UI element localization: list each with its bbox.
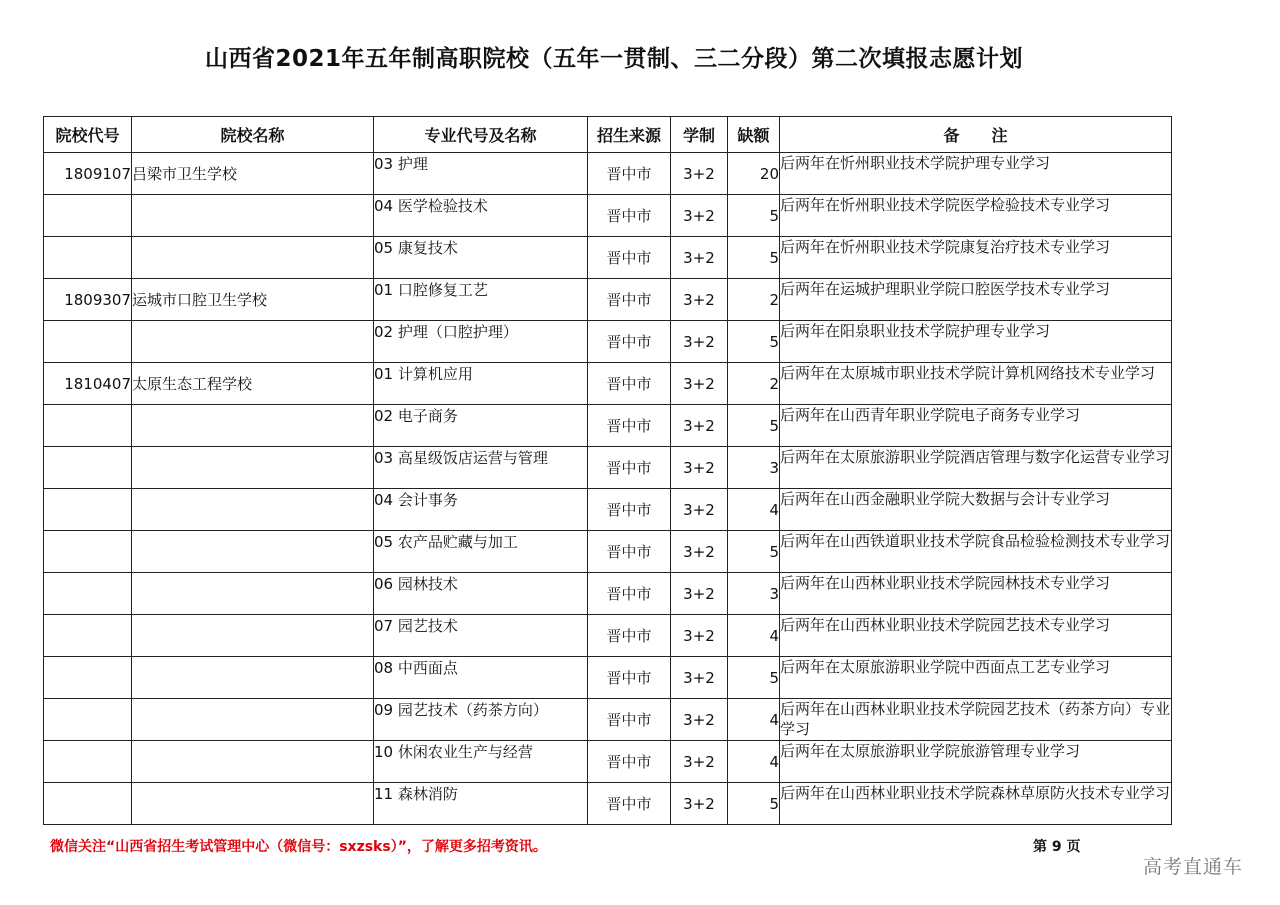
cell-source: 晋中市 <box>588 699 671 741</box>
cell-note: 后两年在山西青年职业学院电子商务专业学习 <box>780 405 1172 447</box>
cell-note: 后两年在阳泉职业技术学院护理专业学习 <box>780 321 1172 363</box>
cell-note: 后两年在山西金融职业学院大数据与会计专业学习 <box>780 489 1172 531</box>
cell-school-name: 太原生态工程学校 <box>132 363 374 405</box>
cell-school-code: 1809107 <box>44 153 132 195</box>
cell-school-code: 1809307 <box>44 279 132 321</box>
header-note: 备 注 <box>780 117 1172 153</box>
cell-quota: 5 <box>728 237 780 279</box>
wechat-notice: 微信关注“山西省招生考试管理中心（微信号：sxzsks）”，了解更多招考资讯。 <box>50 839 547 855</box>
cell-major: 05 康复技术 <box>374 237 588 279</box>
cell-major: 01 口腔修复工艺 <box>374 279 588 321</box>
cell-note: 后两年在运城护理职业学院口腔医学技术专业学习 <box>780 279 1172 321</box>
cell-school-code <box>44 615 132 657</box>
cell-years: 3+2 <box>671 615 728 657</box>
table-row <box>44 489 1172 531</box>
cell-major: 04 会计事务 <box>374 489 588 531</box>
cell-years: 3+2 <box>671 195 728 237</box>
admission-plan-table <box>43 116 1172 825</box>
cell-years: 3+2 <box>671 573 728 615</box>
cell-major: 04 医学检验技术 <box>374 195 588 237</box>
table-row <box>44 699 1172 741</box>
cell-note: 后两年在山西林业职业技术学院森林草原防火技术专业学习 <box>780 783 1172 825</box>
cell-years: 3+2 <box>671 237 728 279</box>
cell-school-code <box>44 741 132 783</box>
cell-note: 后两年在山西林业职业技术学院园艺技术（药茶方向）专业学习 <box>780 699 1172 741</box>
table-row <box>44 573 1172 615</box>
cell-major: 02 电子商务 <box>374 405 588 447</box>
cell-years: 3+2 <box>671 447 728 489</box>
cell-years: 3+2 <box>671 279 728 321</box>
cell-source: 晋中市 <box>588 321 671 363</box>
header-source: 招生来源 <box>588 117 671 153</box>
cell-source: 晋中市 <box>588 405 671 447</box>
cell-major: 03 护理 <box>374 153 588 195</box>
cell-note: 后两年在太原旅游职业学院酒店管理与数字化运营专业学习 <box>780 447 1172 489</box>
cell-school-name <box>132 237 374 279</box>
header-years: 学制 <box>671 117 728 153</box>
cell-note: 后两年在山西林业职业技术学院园艺技术专业学习 <box>780 615 1172 657</box>
cell-major: 06 园林技术 <box>374 573 588 615</box>
cell-school-code <box>44 405 132 447</box>
table-row <box>44 447 1172 489</box>
cell-note: 后两年在忻州职业技术学院康复治疗技术专业学习 <box>780 237 1172 279</box>
cell-quota: 5 <box>728 195 780 237</box>
cell-quota: 4 <box>728 699 780 741</box>
table-row <box>44 741 1172 783</box>
cell-source: 晋中市 <box>588 363 671 405</box>
cell-major: 08 中西面点 <box>374 657 588 699</box>
cell-quota: 4 <box>728 615 780 657</box>
cell-years: 3+2 <box>671 783 728 825</box>
cell-years: 3+2 <box>671 657 728 699</box>
cell-school-name <box>132 489 374 531</box>
table-row <box>44 279 1172 321</box>
cell-major: 03 高星级饭店运营与管理 <box>374 447 588 489</box>
cell-source: 晋中市 <box>588 447 671 489</box>
cell-school-name <box>132 195 374 237</box>
cell-years: 3+2 <box>671 531 728 573</box>
cell-source: 晋中市 <box>588 657 671 699</box>
cell-quota: 5 <box>728 405 780 447</box>
cell-quota: 4 <box>728 489 780 531</box>
page-title: 山西省2021年五年制高职院校（五年一贯制、三二分段）第二次填报志愿计划 <box>204 46 1023 72</box>
cell-major: 01 计算机应用 <box>374 363 588 405</box>
cell-note: 后两年在太原旅游职业学院中西面点工艺专业学习 <box>780 657 1172 699</box>
table-row <box>44 531 1172 573</box>
cell-school-name <box>132 405 374 447</box>
header-major: 专业代号及名称 <box>374 117 588 153</box>
cell-major: 10 休闲农业生产与经营 <box>374 741 588 783</box>
cell-years: 3+2 <box>671 321 728 363</box>
cell-years: 3+2 <box>671 741 728 783</box>
cell-years: 3+2 <box>671 405 728 447</box>
cell-quota: 2 <box>728 279 780 321</box>
cell-school-name <box>132 699 374 741</box>
table-row <box>44 783 1172 825</box>
cell-school-code <box>44 531 132 573</box>
cell-quota: 2 <box>728 363 780 405</box>
header-code: 院校代号 <box>44 117 132 153</box>
cell-quota: 3 <box>728 447 780 489</box>
table-header-row <box>44 117 1172 153</box>
cell-school-code <box>44 783 132 825</box>
cell-major: 11 森林消防 <box>374 783 588 825</box>
cell-quota: 3 <box>728 573 780 615</box>
cell-school-name <box>132 321 374 363</box>
cell-school-name <box>132 615 374 657</box>
cell-major: 02 护理（口腔护理） <box>374 321 588 363</box>
cell-source: 晋中市 <box>588 279 671 321</box>
cell-quota: 5 <box>728 657 780 699</box>
cell-quota: 4 <box>728 741 780 783</box>
cell-quota: 5 <box>728 531 780 573</box>
cell-school-name <box>132 783 374 825</box>
cell-years: 3+2 <box>671 699 728 741</box>
cell-major: 07 园艺技术 <box>374 615 588 657</box>
cell-school-name <box>132 657 374 699</box>
table-row <box>44 153 1172 195</box>
cell-school-name <box>132 741 374 783</box>
header-school: 院校名称 <box>132 117 374 153</box>
cell-quota: 5 <box>728 321 780 363</box>
cell-school-code <box>44 573 132 615</box>
cell-source: 晋中市 <box>588 153 671 195</box>
cell-school-code <box>44 489 132 531</box>
cell-major: 09 园艺技术（药茶方向） <box>374 699 588 741</box>
cell-years: 3+2 <box>671 363 728 405</box>
table-row <box>44 195 1172 237</box>
cell-note: 后两年在忻州职业技术学院医学检验技术专业学习 <box>780 195 1172 237</box>
cell-source: 晋中市 <box>588 741 671 783</box>
cell-school-code <box>44 321 132 363</box>
table-row <box>44 615 1172 657</box>
table-row <box>44 657 1172 699</box>
cell-school-code <box>44 699 132 741</box>
watermark: 高考直通车 <box>1143 856 1244 878</box>
cell-note: 后两年在太原城市职业技术学院计算机网络技术专业学习 <box>780 363 1172 405</box>
cell-source: 晋中市 <box>588 531 671 573</box>
cell-school-code: 1810407 <box>44 363 132 405</box>
cell-school-name <box>132 447 374 489</box>
cell-school-code <box>44 657 132 699</box>
cell-years: 3+2 <box>671 489 728 531</box>
table-row <box>44 405 1172 447</box>
cell-quota: 20 <box>728 153 780 195</box>
cell-school-name: 吕梁市卫生学校 <box>132 153 374 195</box>
cell-quota: 5 <box>728 783 780 825</box>
cell-note: 后两年在山西铁道职业技术学院食品检验检测技术专业学习 <box>780 531 1172 573</box>
cell-source: 晋中市 <box>588 489 671 531</box>
cell-school-code <box>44 195 132 237</box>
cell-note: 后两年在山西林业职业技术学院园林技术专业学习 <box>780 573 1172 615</box>
page-number: 第 9 页 <box>1033 839 1081 855</box>
cell-years: 3+2 <box>671 153 728 195</box>
cell-source: 晋中市 <box>588 573 671 615</box>
table-row <box>44 363 1172 405</box>
cell-source: 晋中市 <box>588 615 671 657</box>
cell-school-code <box>44 447 132 489</box>
cell-note: 后两年在忻州职业技术学院护理专业学习 <box>780 153 1172 195</box>
table-row <box>44 321 1172 363</box>
cell-major: 05 农产品贮藏与加工 <box>374 531 588 573</box>
cell-school-name <box>132 573 374 615</box>
cell-source: 晋中市 <box>588 783 671 825</box>
cell-school-code <box>44 237 132 279</box>
cell-school-name: 运城市口腔卫生学校 <box>132 279 374 321</box>
cell-school-name <box>132 531 374 573</box>
table-row <box>44 237 1172 279</box>
cell-source: 晋中市 <box>588 195 671 237</box>
cell-note: 后两年在太原旅游职业学院旅游管理专业学习 <box>780 741 1172 783</box>
cell-source: 晋中市 <box>588 237 671 279</box>
header-quota: 缺额 <box>728 117 780 153</box>
